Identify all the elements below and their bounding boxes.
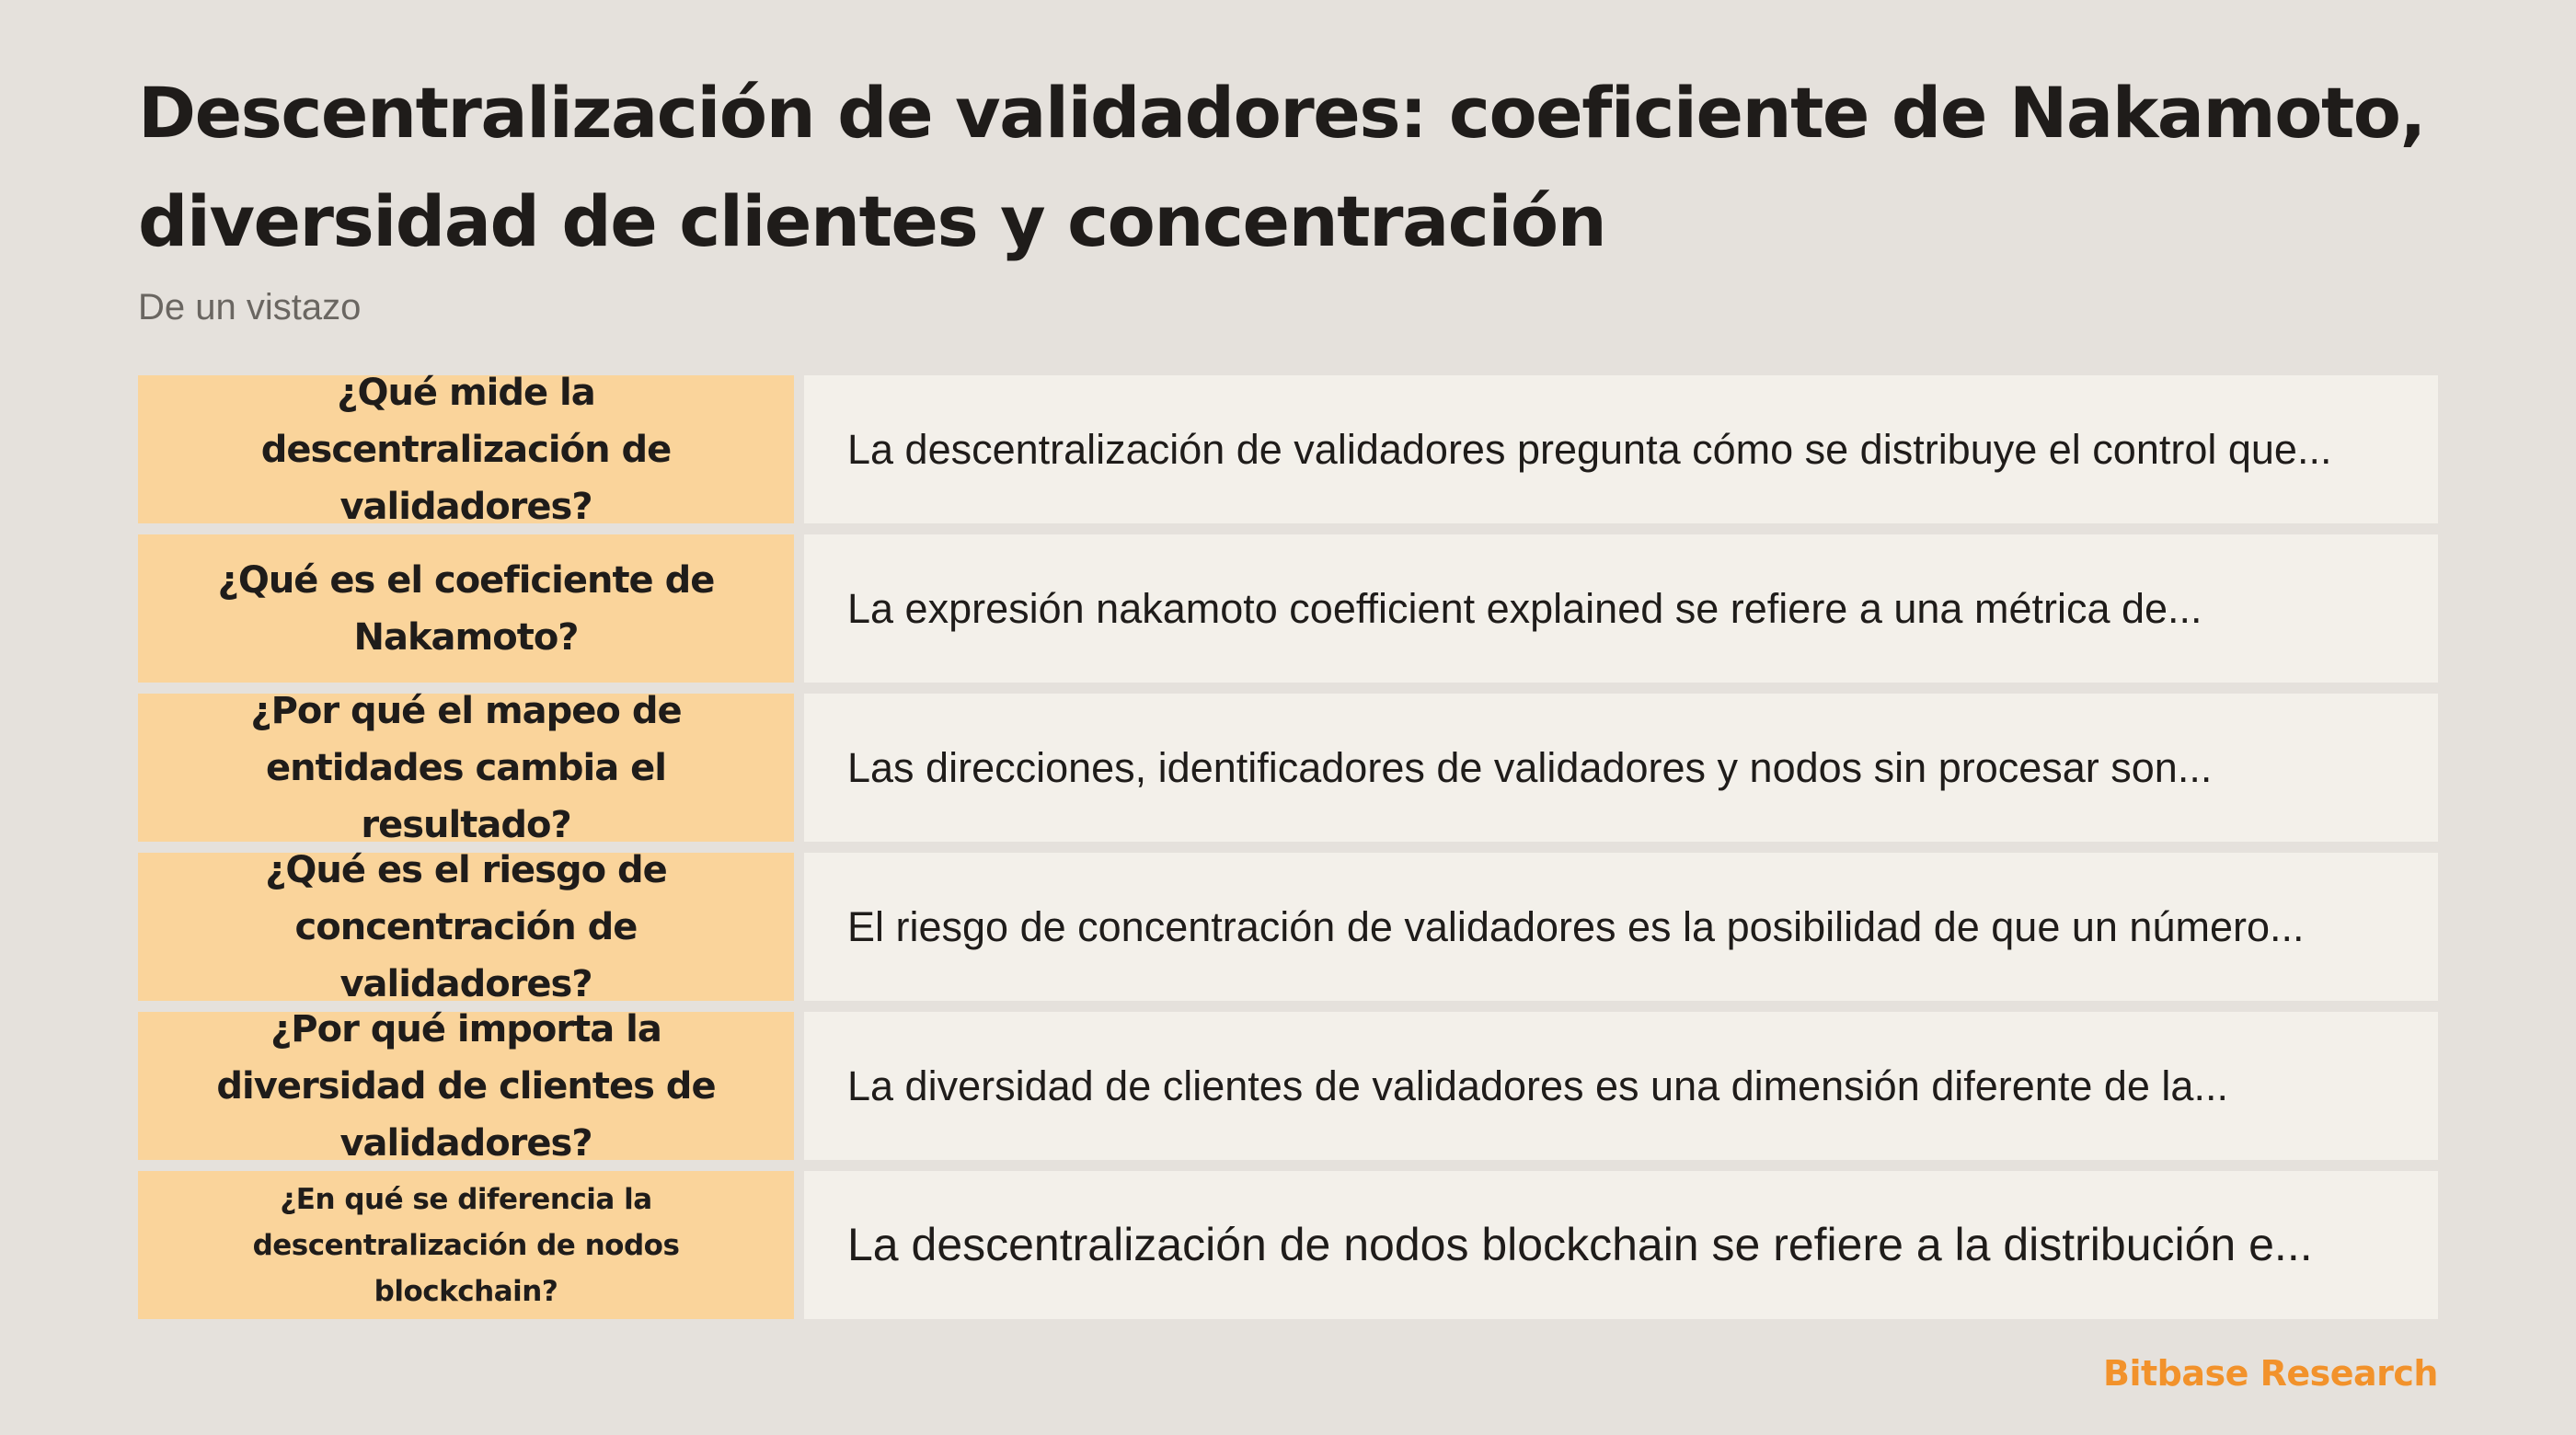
faq-answer: Las direcciones, identificadores de validadores y nodos sin procesar son... bbox=[804, 694, 2438, 842]
page-subtitle: De un vistazo bbox=[138, 287, 362, 327]
faq-row bbox=[138, 1171, 2438, 1319]
faq-answer: La descentralización de validadores pregunta cómo se distribuye el control que... bbox=[804, 375, 2438, 523]
faq-question: ¿Qué es el coeficiente de Nakamoto? bbox=[138, 534, 794, 683]
faq-row bbox=[138, 534, 2438, 683]
faq-row bbox=[138, 1007, 2438, 1165]
faq-question: ¿En qué se diferencia la descentralización de nodos blockchain? bbox=[138, 1171, 794, 1319]
faq-question: ¿Por qué importa la diversidad de clientes de validadores? bbox=[138, 1012, 794, 1160]
brand-logo: Bitbase Research bbox=[2102, 1353, 2438, 1394]
faq-answer: El riesgo de concentración de validadores es la posibilidad de que un número... bbox=[804, 853, 2438, 1001]
faq-question: ¿Qué es el riesgo de concentración de validadores? bbox=[138, 853, 794, 1001]
faq-row bbox=[138, 689, 2438, 846]
faq-question: ¿Por qué el mapeo de entidades cambia el resultado? bbox=[138, 694, 794, 842]
faq-answer: La descentralización de nodos blockchain se refiere a la distribución e... bbox=[804, 1171, 2438, 1319]
faq-answer: La diversidad de clientes de validadores es una dimensión diferente de la... bbox=[804, 1012, 2438, 1160]
faq-row bbox=[138, 848, 2438, 1005]
faq-question: ¿Qué mide la descentralización de validadores? bbox=[138, 375, 794, 523]
faq-answer: La expresión nakamoto coefficient explained se refiere a una métrica de... bbox=[804, 534, 2438, 683]
faq-row bbox=[138, 371, 2438, 528]
page-title: Descentralización de validadores: coeficiente de Nakamoto, diversidad de clientes y concentración bbox=[138, 72, 2425, 262]
faq-table bbox=[138, 371, 2438, 1319]
